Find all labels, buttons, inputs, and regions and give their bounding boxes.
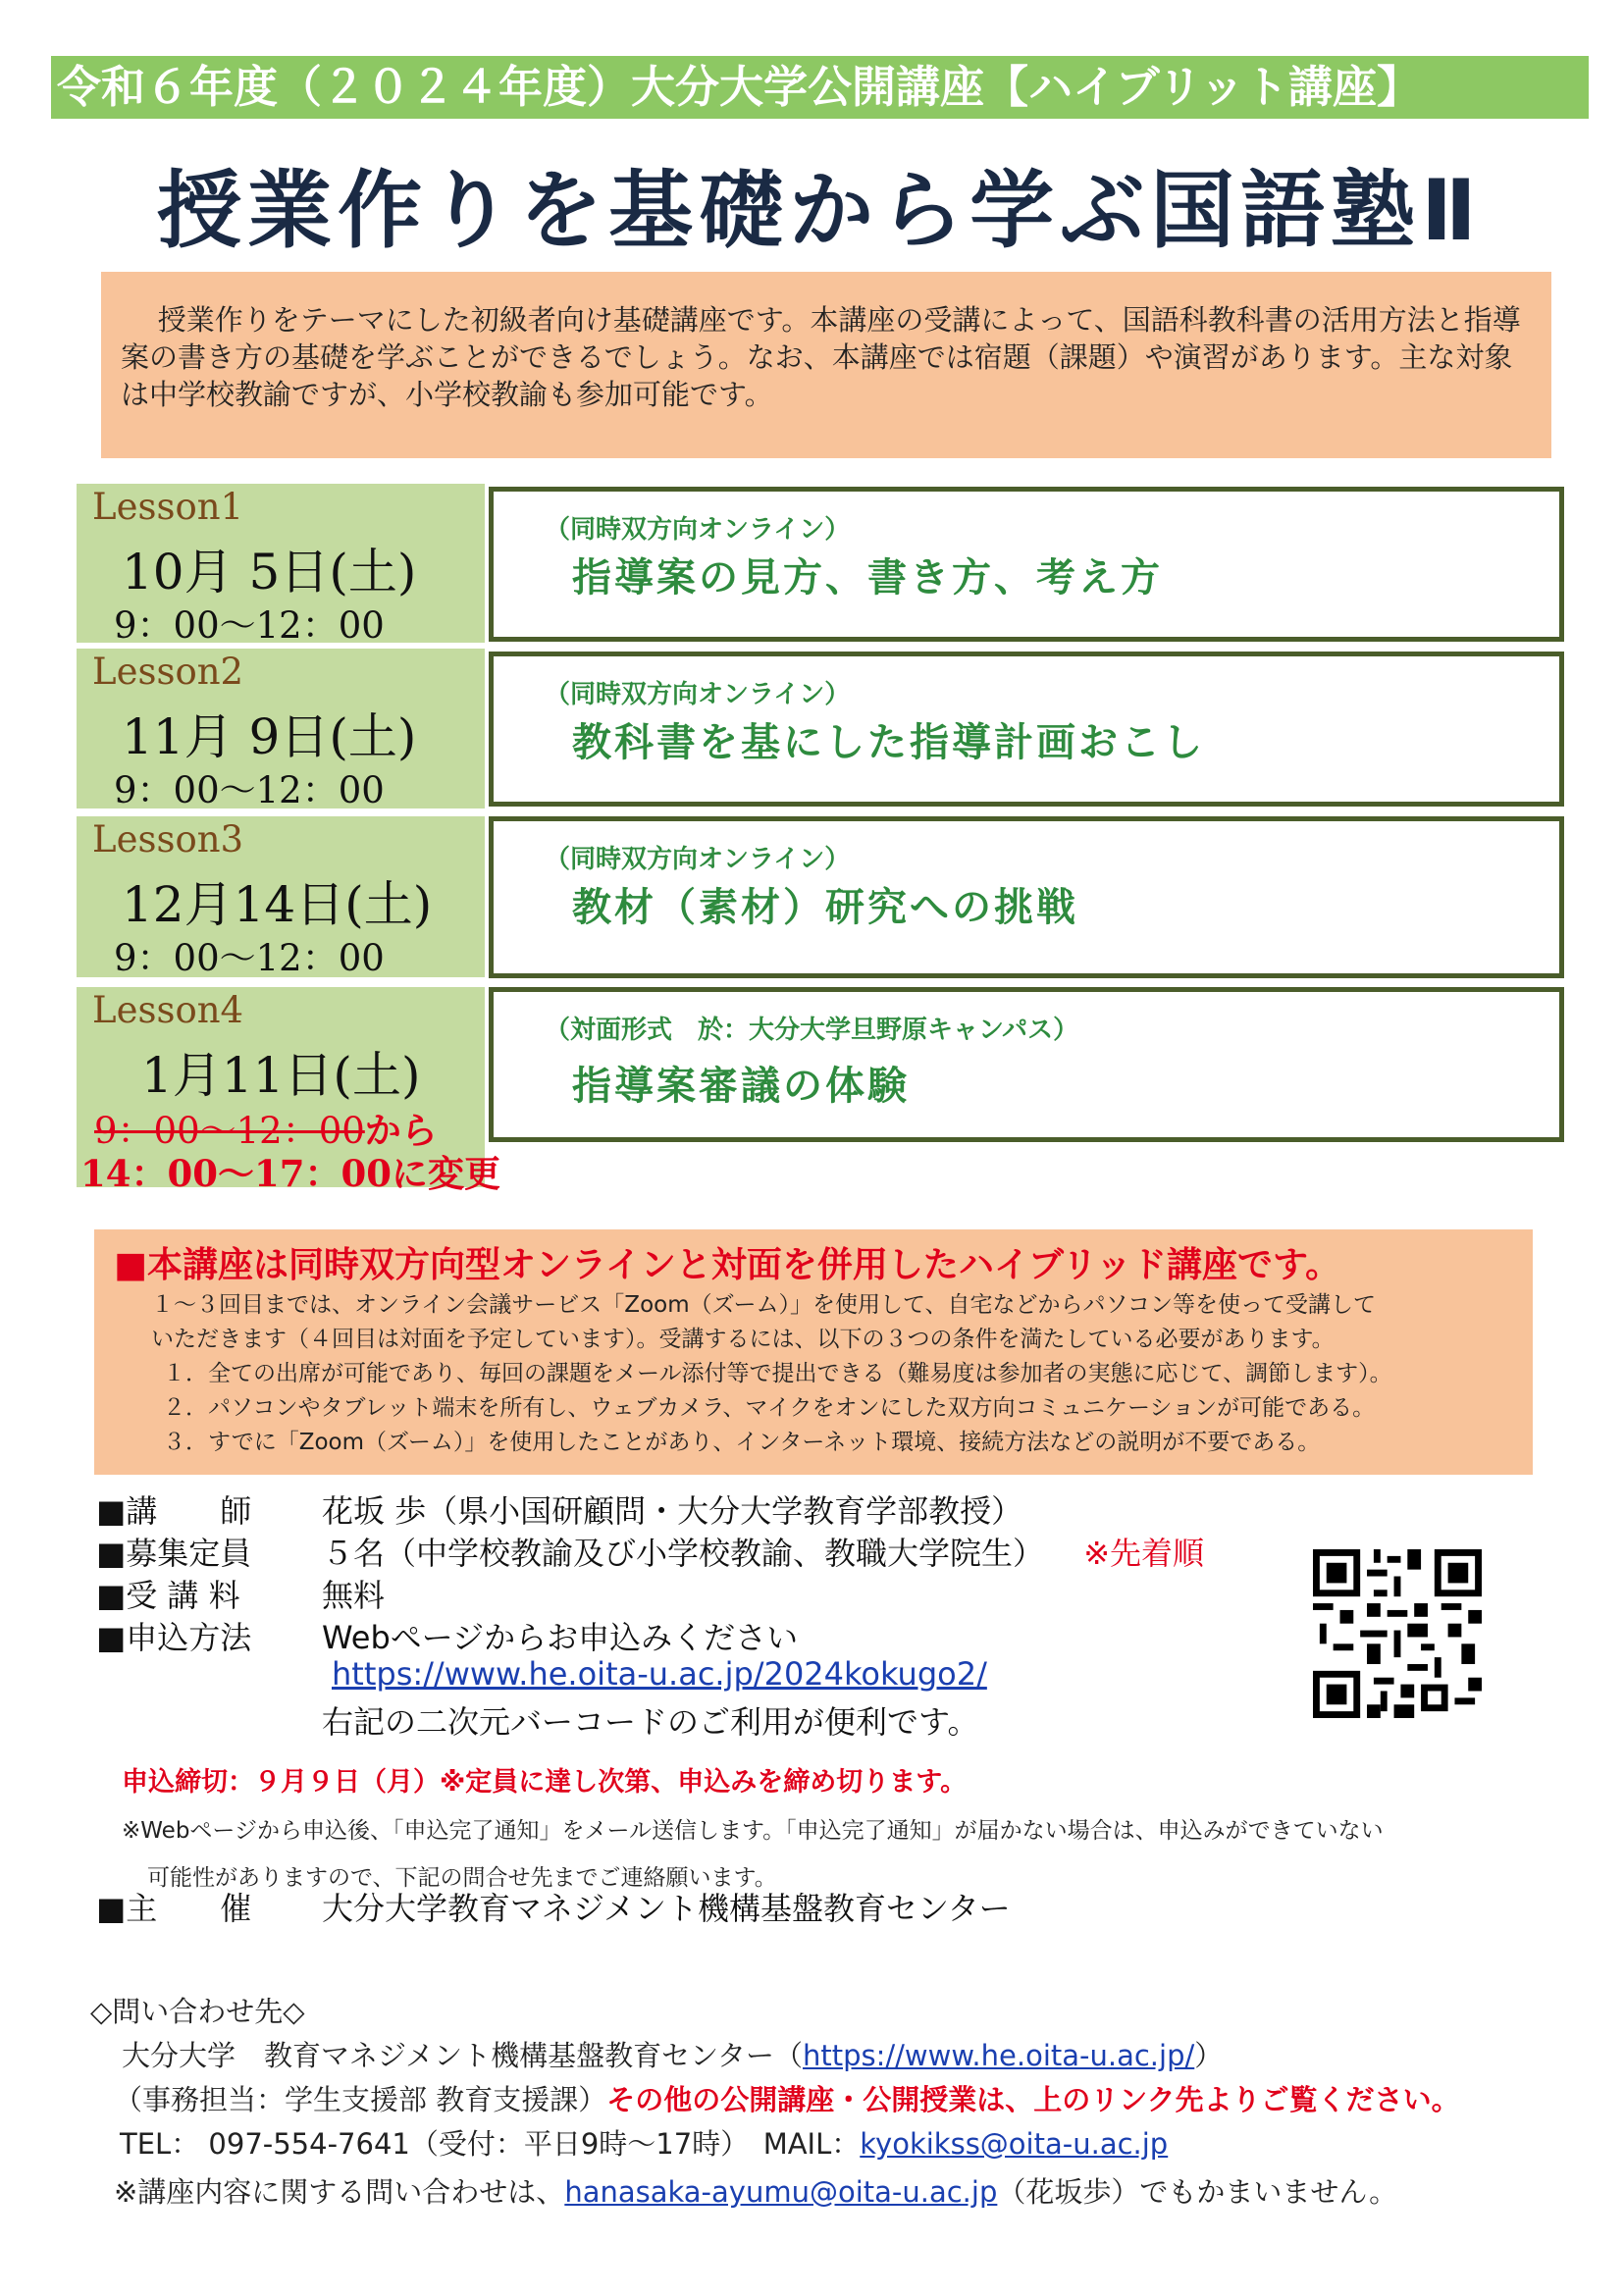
lecturer-row [96,1487,1022,1532]
contact-tel-row [90,2122,1460,2166]
lesson-label: Lesson2 [92,651,244,693]
page-title: 授業作りを基礎から学ぶ国語塾Ⅱ [157,162,1483,260]
lesson-time: 9：00～12：00 [114,769,385,811]
fee-value: 無料 [322,1577,386,1614]
capacity-value: ５名（中学校教諭及び小学校教諭、教職大学院生） [322,1535,1045,1572]
lesson-1-schedule [77,484,485,647]
apply-key: ■申込方法 [96,1619,252,1656]
hybrid-condition: ２．パソコンやタブレット端末を所有し、ウェブカメラ、マイクをオンにした双方向コミュニケーションが可能である。 [163,1395,1376,1421]
lesson-date: 10月 5日(土) [122,544,417,600]
contact-org [90,2034,1460,2078]
apply-value: Webページからお申込みください [322,1619,799,1656]
lesson-4-schedule [77,987,500,1195]
contact-note-pre: ※講座内容に関する問い合わせは、 [114,2175,565,2209]
lecturer-value: 花坂 歩（県小国研顧問・大分大学教育学部教授） [322,1492,1023,1530]
qr-code[interactable] [1313,1549,1482,1718]
apply-url-row [332,1655,987,1693]
lesson-2-content [489,652,1564,807]
contact-org-link[interactable]: https://www.he.oita-u.ac.jp/ [802,2039,1195,2072]
lesson-label: Lesson3 [92,818,244,861]
lesson-label: Lesson1 [92,486,244,528]
contact-heading: ◇問い合わせ先◇ [90,1995,305,2028]
hybrid-title: ■本講座は同時双方向型オンラインと対面を併用したハイブリッド講座です。 [114,1245,1341,1285]
contact-note [114,2170,1397,2211]
apply-row [96,1613,798,1658]
lesson-time: 9：00～12：00 [114,604,385,647]
hybrid-text: いただきます（４回目は対面を予定しています）。受講するには、以下の３つの条件を満たしている必要があります。 [151,1327,1335,1352]
time-old: 9：00～12：00 [94,1110,365,1152]
host-row [96,1884,1011,1929]
lesson-date: 11月 9日(土) [122,708,417,765]
apply-note: 右記の二次元バーコードのご利用が便利です。 [322,1703,979,1741]
time-from: から [364,1109,438,1152]
contact-mail-link[interactable]: kyokikss@oita-u.ac.jp [860,2127,1169,2161]
lesson-4-content [489,987,1564,1142]
host-key: ■主 催 [96,1890,252,1927]
host-value: 大分大学教育マネジメント機構基盤教育センター [322,1890,1011,1927]
hybrid-condition: ３．すでに「Zoom（ズーム）」を使用したことがあり、インターネット環境、接続方法などの説明が不要である。 [163,1430,1321,1455]
fee-row [96,1571,385,1616]
lecturer-key: ■講 師 [96,1492,252,1530]
contact-tel: TEL： 097-554-7641（受付：平日9時～17時） MAIL： [120,2127,861,2161]
contact-section [90,1990,1460,2166]
lesson-label: Lesson4 [92,989,244,1031]
hybrid-notice [94,1229,1533,1475]
lesson-3-content [489,816,1564,978]
lecturer-mail-link[interactable]: hanasaka-ayumu@oita-u.ac.jp [564,2175,998,2209]
fee-key: ■受 講 料 [96,1577,240,1614]
capacity-note: ※先着順 [1083,1535,1205,1572]
top-banner: 令和６年度（２０２４年度）大分大学公開講座【ハイブリット講座】 [51,56,1589,119]
lesson-topic: 教科書を基にした指導計画おこし [572,720,1205,765]
deadline: 申込締切：９月９日（月）※定員に達し次第、申込みを締め切ります。 [122,1767,968,1798]
lesson-2-schedule [77,649,485,811]
lesson-1-content [489,487,1564,642]
capacity-key: ■募集定員 [96,1535,252,1572]
time-new: 14：00～17：00に変更 [80,1152,500,1195]
application-note-line: ※Webページから申込後、「申込完了通知」をメール送信します。「申込完了通知」が届かない場合は、申込みができていない [122,1818,1384,1844]
apply-link[interactable]: https://www.he.oita-u.ac.jp/2024kokugo2/ [332,1655,987,1693]
lesson-mode: （同時双方向オンライン） [545,515,851,545]
lesson-mode: （対面形式 於：大分大学旦野原キャンパス） [545,1016,1079,1045]
hybrid-condition: １．全ての出席が可能であり、毎回の課題をメール添付等で提出できる（難易度は参加者の実態に応じて、調節します）。 [163,1361,1392,1386]
lesson-date: 1月11日(土) [141,1047,421,1104]
contact-dept-note: その他の公開講座・公開授業は、上のリンク先よりご覧ください。 [606,2083,1460,2116]
contact-dept-name: （事務担当：学生支援部 教育支援課） [114,2083,607,2116]
lesson-topic: 教材（素材）研究への挑戦 [572,885,1078,930]
lesson-mode: （同時双方向オンライン） [545,845,851,874]
lesson-mode: （同時双方向オンライン） [545,680,851,709]
lesson-date: 12月14日(土) [122,876,433,933]
intro-text: 授業作りをテーマにした初級者向け基礎講座です。本講座の受講によって、国語科教科書の活用方法と指導案の書き方の基礎を学ぶことができるでしょう。なお、本講座では宿題（課題）や演習があります。主な対象は中学校教諭ですが、小学校教諭も参加可能です。 [101,272,1551,458]
contact-note-post: （花坂歩）でもかまいません。 [997,2175,1398,2209]
lesson-3-schedule [77,816,485,977]
capacity-row [96,1529,1204,1574]
hybrid-text: １～３回目までは、オンライン会議サービス「Zoom（ズーム）」を使用して、自宅などからパソコン等を使って受講して [151,1292,1377,1318]
application-note-line: 可能性がありますので、下記の問合せ先までご連絡願います。 [147,1865,777,1891]
lesson-topic: 指導案の見方、書き方、考え方 [572,555,1163,600]
lesson-time: 9：00～12：00 [114,937,385,979]
contact-dept [90,2078,1460,2122]
contact-org-close: ） [1194,2039,1224,2072]
contact-org-name: 大分大学 教育マネジメント機構基盤教育センター（ [122,2039,803,2072]
lesson-topic: 指導案審議の体験 [572,1064,910,1109]
